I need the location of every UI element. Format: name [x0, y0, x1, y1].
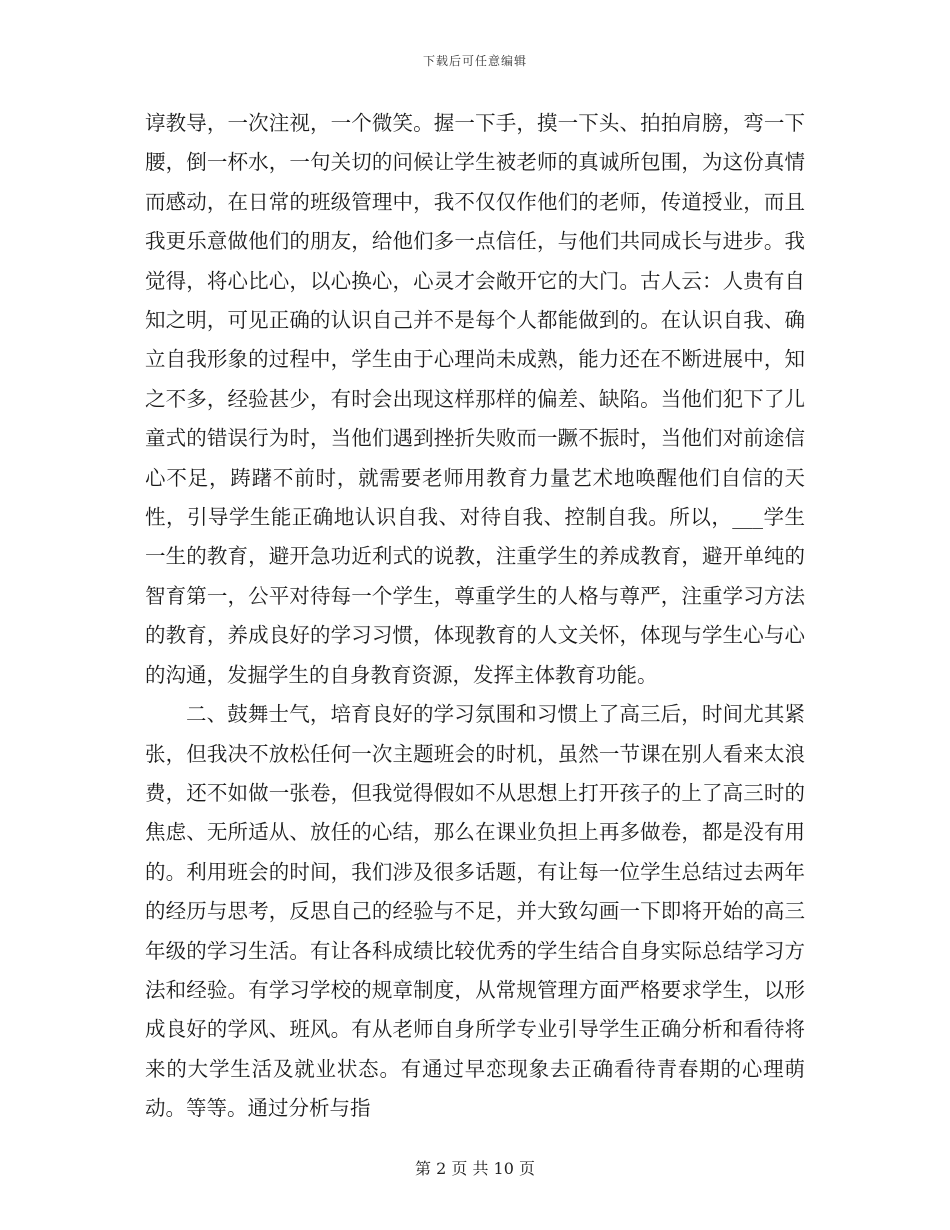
page-header: 下载后可任意编辑 [422, 54, 527, 68]
page-number: 第 2 页 共 10 页 [415, 1159, 535, 1178]
body-paragraph-2: 二、鼓舞士气，培育良好的学习氛围和习惯上了高三后，时间尤其紧张，但我决不放松任何一次主题班会的时机，虽然一节课在别人看来太浪费，还不如做一张卷，但我觉得假如不从思想上打开孩子的上了高三时的焦虑、无所适从、放任的心结，那么在课业负担上再多做卷，都是没有用的。利用班会的时间，我们涉及很多话题，有让每一位学生总结过去两年的经历与思考，反思自己的经验与不足，并大致勾画一下即将开始的高三年级的学习生活。有让各科成绩比较优秀的学生结合自身实际总结学习方法和经验。有学习学校的规章制度，从常规管理方面严格要求学生，以形成良好的学风、班风。有从老师自身所学专业引导学生正确分析和看待将来的大学生活及就业状态。有通过早恋现象去正确看待青春期的心理萌动。等等。通过分析与指 [145, 702, 805, 1121]
body-paragraph-1: 谆教导，一次注视，一个微笑。握一下手，摸一下头、拍拍肩膀，弯一下腰，倒一杯水，一句关切的问候让学生被老师的真诚所包围，为这份真情而感动，在日常的班级管理中，我不仅仅作他们的老师，传道授业，而且我更乐意做他们的朋友，给他们多一点信任，与他们共同成长与进步。我觉得，将心比心，以心换心，心灵才会敞开它的大门。古人云：人贵有自知之明，可见正确的认识自己并不是每个人都能做到的。在认识自我、确立自我形象的过程中，学生由于心理尚未成熟，能力还在不断进展中，知之不多，经验甚少，有时会出现这样那样的偏差、缺陷。当他们犯下了儿童式的错误行为时，当他们遇到挫折失败而一蹶不振时，当他们对前途信心不足，踌躇不前时，就需要老师用教育力量艺术地唤醒他们自信的天性，引导学生能正确地认识自我、对待自我、控制自我。所以，___学生一生的教育，避开急功近利式的说教，注重学生的养成教育，避开单纯的智育第一，公平对待每一个学生，尊重学生的人格与尊严，注重学习方法的教育，养成良好的学习习惯，体现教育的人文关怀，体现与学生心与心的沟通，发掘学生的自身教育资源，发挥主体教育功能。 [145, 111, 805, 687]
document-body [145, 104, 805, 1129]
